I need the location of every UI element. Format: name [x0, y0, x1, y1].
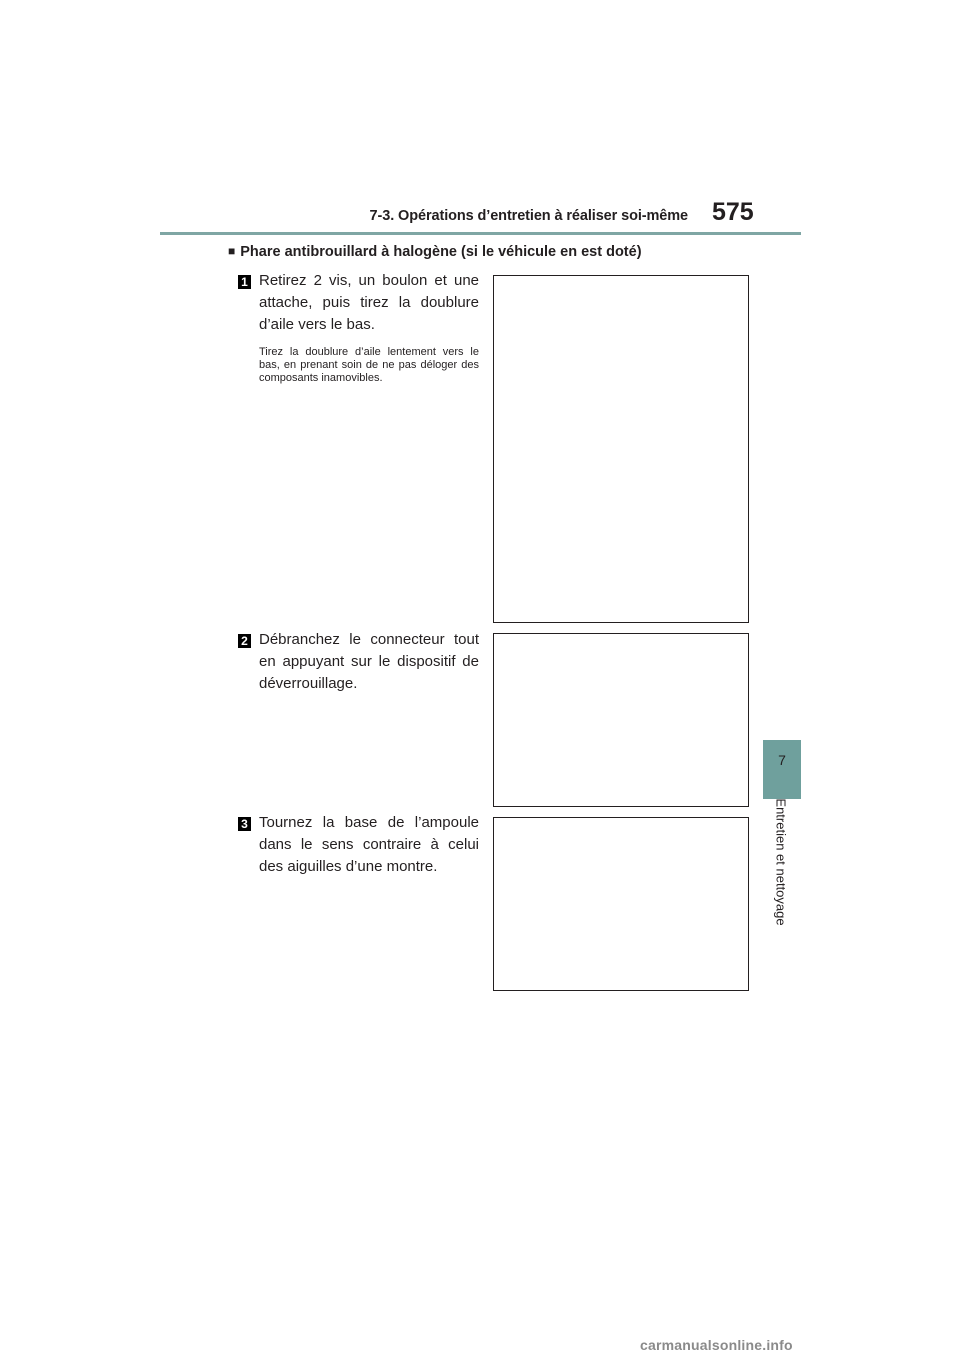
step-number-badge: 2 — [238, 634, 251, 648]
header-divider — [160, 232, 801, 235]
step-instruction: Tournez la base de l’ampoule dans le sens contraire à celui des aiguilles d’une montre. — [259, 814, 479, 875]
footer-watermark: carmanualsonline.info — [640, 1337, 793, 1353]
step-number-badge: 3 — [238, 817, 251, 831]
step-instruction: Débranchez le connecteur tout en appuyant sur le dispositif de déverrouillage. — [259, 631, 479, 692]
square-bullet-icon: ■ — [228, 244, 236, 258]
chapter-tab-number: 7 — [778, 752, 786, 768]
section-heading — [228, 244, 642, 260]
section-heading-text: Phare antibrouillard à halogène (si le véhicule en est doté) — [240, 244, 642, 260]
step-instruction: Retirez 2 vis, un boulon et une attache, puis tirez la doublure d’aile vers le bas. — [259, 272, 479, 333]
chapter-tab — [763, 740, 801, 799]
step-number-badge: 1 — [238, 275, 251, 289]
step-note: Tirez la doublure d’aile lentement vers le bas, en prenant soin de ne pas déloger des composants inamovibles. — [259, 346, 479, 384]
running-header-title: 7-3. Opérations d’entretien à réaliser soi-même — [369, 208, 688, 224]
step-illustration — [493, 275, 749, 623]
step-illustration — [493, 633, 749, 807]
page-number: 575 — [712, 198, 754, 226]
step-illustration — [493, 817, 749, 991]
chapter-tab-label: Entretien et nettoyage — [773, 798, 789, 926]
